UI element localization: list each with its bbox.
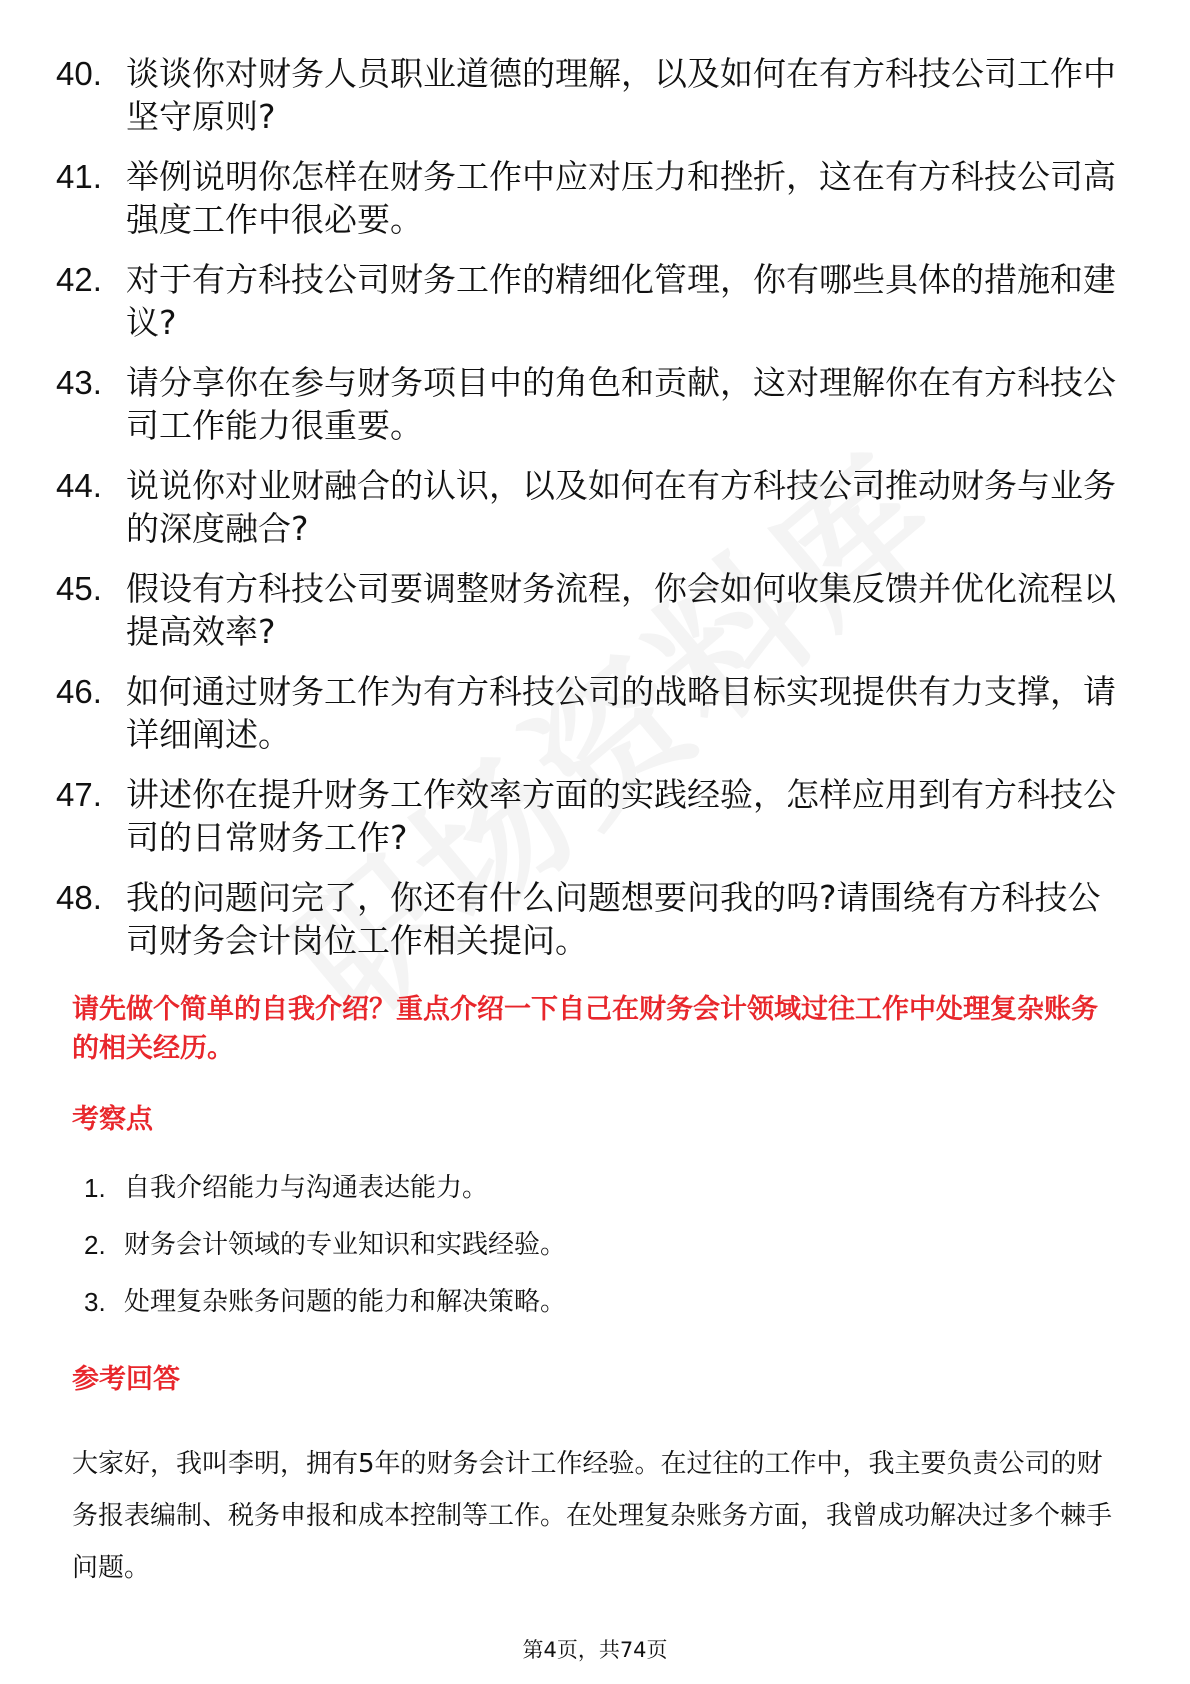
question-number: 42. — [56, 261, 102, 298]
question-number: 46. — [56, 673, 102, 710]
focus-point — [84, 1227, 1084, 1263]
question-text: 我的问题问完了，你还有什么问题想要问我的吗?请围绕有方科技公司财务会计岗位工作相关提问。 — [126, 878, 1101, 960]
question-text: 对于有方科技公司财务工作的精细化管理，你有哪些具体的措施和建议? — [126, 260, 1116, 342]
focus-point-text: 自我介绍能力与沟通表达能力。 — [124, 1173, 489, 1203]
focus-point-number: 3. — [84, 1287, 106, 1317]
question-list — [56, 52, 1116, 979]
question-number: 40. — [56, 55, 102, 92]
question-text: 举例说明你怎样在财务工作中应对压力和挫折，这在有方科技公司高强度工作中很必要。 — [126, 157, 1116, 239]
question-number: 47. — [56, 776, 102, 813]
question-text: 说说你对业财融合的认识，以及如何在有方科技公司推动财务与业务的深度融合? — [126, 466, 1116, 548]
question-number: 45. — [56, 570, 102, 607]
featured-question: 请先做个简单的自我介绍？重点介绍一下自己在财务会计领域过往工作中处理复杂账务的相关经历。 — [72, 994, 1098, 1064]
question-item — [56, 773, 1116, 859]
question-text: 谈谈你对财务人员职业道德的理解，以及如何在有方科技公司工作中坚守原则? — [126, 54, 1116, 136]
question-item — [56, 464, 1116, 550]
focus-point-text: 处理复杂账务问题的能力和解决策略。 — [124, 1287, 567, 1317]
question-item — [56, 876, 1116, 962]
question-item — [56, 361, 1116, 447]
question-number: 43. — [56, 364, 102, 401]
question-item — [56, 670, 1116, 756]
focus-point-number: 1. — [84, 1173, 106, 1203]
focus-point-number: 2. — [84, 1230, 106, 1260]
focus-point-text: 财务会计领域的专业知识和实践经验。 — [124, 1230, 567, 1260]
question-text: 如何通过财务工作为有方科技公司的战略目标实现提供有力支撑，请详细阐述。 — [126, 672, 1116, 754]
question-item — [56, 258, 1116, 344]
question-text: 请分享你在参与财务项目中的角色和贡献，这对理解你在有方科技公司工作能力很重要。 — [126, 363, 1116, 445]
page-footer: 第4页，共74页 — [522, 1638, 668, 1662]
question-number: 48. — [56, 879, 102, 916]
focus-point-list — [84, 1170, 1084, 1341]
focus-heading: 考察点 — [72, 1104, 153, 1135]
question-item — [56, 567, 1116, 653]
focus-point — [84, 1170, 1084, 1206]
question-number: 41. — [56, 158, 102, 195]
question-number: 44. — [56, 467, 102, 504]
focus-point — [84, 1284, 1084, 1320]
answer-text: 大家好，我叫李明，拥有5年的财务会计工作经验。在过往的工作中，我主要负责公司的财务报表编制、税务申报和成本控制等工作。在处理复杂账务方面，我曾成功解决过多个棘手问题。 — [72, 1449, 1113, 1583]
question-text: 假设有方科技公司要调整财务流程，你会如何收集反馈并优化流程以提高效率? — [126, 569, 1116, 651]
question-item — [56, 155, 1116, 241]
question-text: 讲述你在提升财务工作效率方面的实践经验，怎样应用到有方科技公司的日常财务工作? — [126, 775, 1116, 857]
question-item — [56, 52, 1116, 138]
answer-heading: 参考回答 — [72, 1364, 180, 1395]
